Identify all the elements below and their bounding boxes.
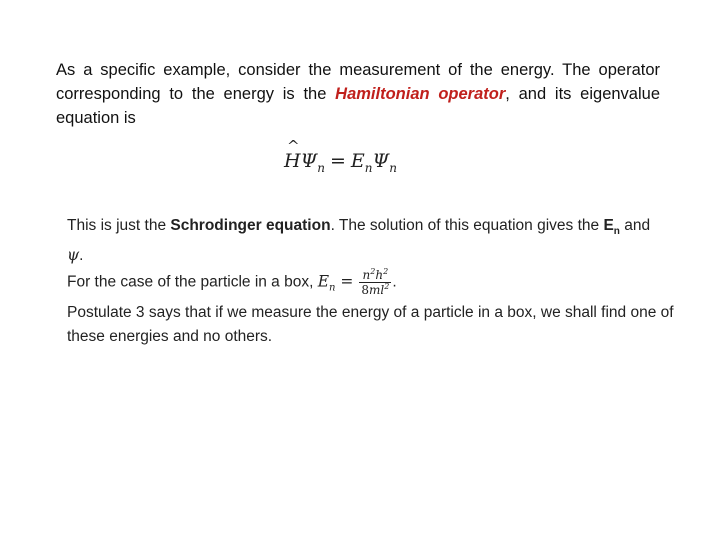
energy-fraction	[359, 268, 391, 297]
intro-text-2: , and its eigenvalue equation is	[56, 85, 661, 127]
eigenvalue-equation	[284, 150, 397, 175]
intro-paragraph	[56, 58, 660, 130]
denominator-m: m	[368, 283, 381, 298]
numerator-h-exponent: 2	[383, 267, 389, 277]
postulate-line: Postulate 3 says that if we measure the energy of a particle in a box, we shall find one of these energies and no others.	[67, 303, 674, 345]
psi-line	[67, 244, 677, 268]
energy-subscript: n	[329, 282, 336, 294]
fraction-numerator	[359, 268, 391, 283]
text: . The solution of this equation gives the	[330, 217, 604, 234]
hamiltonian-operator-term: Hamiltonian operator	[335, 85, 506, 103]
numerator-n: n	[362, 268, 371, 283]
energy-term	[603, 217, 620, 238]
subscript-n-right: n	[389, 161, 397, 175]
psi-symbol: ψ	[67, 246, 80, 265]
psi-symbol-right: Ψ	[372, 150, 390, 172]
denominator-exponent: 2	[384, 282, 390, 292]
schrodinger-line	[67, 214, 677, 244]
text: .	[79, 247, 84, 265]
text: and	[619, 217, 651, 234]
energy-letter: E	[603, 217, 614, 234]
energy-subscript: n	[613, 226, 620, 238]
text: .	[392, 273, 397, 291]
text: For the case of the particle in a box,	[67, 273, 318, 291]
text: This is just the	[67, 217, 171, 234]
subscript-n-left: n	[317, 161, 325, 175]
denominator-l: l	[380, 283, 385, 298]
hamiltonian-hat: ^ H	[284, 150, 301, 172]
denominator-8: 8	[361, 283, 369, 298]
energy-letter: E	[317, 272, 330, 291]
subscript-n-energy: n	[364, 161, 373, 175]
particle-in-box-line	[67, 268, 677, 301]
fraction-denominator	[359, 283, 391, 297]
energy-symbol: E	[350, 150, 365, 172]
equals-sign: =	[329, 150, 346, 172]
numerator-n-exponent: 2	[370, 267, 376, 277]
psi-symbol-left: Ψ	[300, 150, 318, 172]
numerator-h: h	[375, 268, 384, 283]
intro-text-1: As a specific example, consider the measurement of the energy. The operator corresponding to the energy is the	[56, 61, 660, 103]
explanation-block	[67, 214, 677, 349]
schrodinger-equation-term: Schrodinger equation	[170, 217, 331, 234]
equals-sign: =	[335, 272, 359, 291]
